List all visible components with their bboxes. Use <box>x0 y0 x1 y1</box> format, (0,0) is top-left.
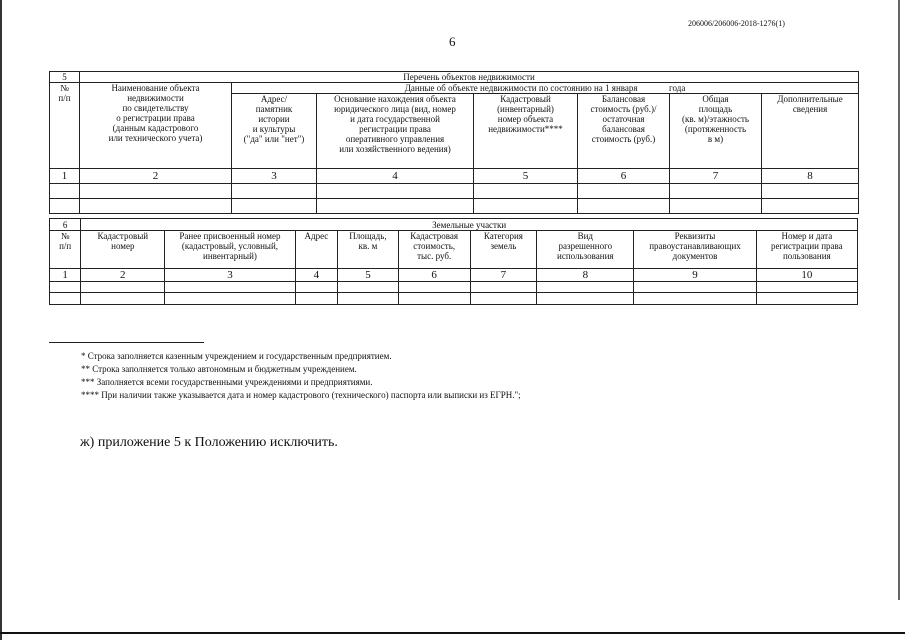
col-number: 8 <box>762 169 859 184</box>
scan-right-edge <box>898 0 900 600</box>
col-number: 1 <box>50 169 80 184</box>
section-number: 6 <box>50 219 81 231</box>
table-row <box>50 282 858 293</box>
header-cadastral-cost: Кадастровая стоимость, тыс. руб. <box>398 231 470 269</box>
header-registration: Номер и дата регистрации права пользования <box>756 231 857 269</box>
header-no: № п/п <box>50 231 81 269</box>
col-number: 8 <box>537 269 634 282</box>
header-address: Адрес/ памятник истории и культуры ("да" или "нет") <box>232 94 317 169</box>
col-number: 5 <box>474 169 578 184</box>
col-number: 6 <box>578 169 670 184</box>
document-id: 206006/206006-2018-1276(1) <box>688 19 785 28</box>
col-number: 7 <box>470 269 537 282</box>
scan-left-edge <box>0 0 2 640</box>
main-paragraph: ж) приложение 5 к Положению исключить. <box>80 435 338 450</box>
col-number: 3 <box>165 269 295 282</box>
header-land-category: Категория земель <box>470 231 537 269</box>
header-documents: Реквизиты правоустанавливающих документов <box>634 231 756 269</box>
land-plots-table <box>49 218 858 305</box>
scan-bottom-edge <box>0 632 905 634</box>
header-area: Общая площадь (кв. м)/этажность (протяженность в м) <box>670 94 762 169</box>
table-row <box>50 293 858 305</box>
header-previous-number: Ранее присвоенный номер (кадастровый, условный, инвентарный) <box>165 231 295 269</box>
col-number: 5 <box>338 269 399 282</box>
header-additional: Дополнительные сведения <box>762 94 859 169</box>
header-area: Площадь, кв. м <box>338 231 399 269</box>
col-number: 4 <box>317 169 474 184</box>
header-cadastral-number: Кадастровый номер <box>81 231 165 269</box>
page-number: 6 <box>449 34 456 49</box>
col-number: 6 <box>398 269 470 282</box>
col-number: 3 <box>232 169 317 184</box>
header-cadastral: Кадастровый (инвентарный) номер объекта недвижимости**** <box>474 94 578 169</box>
header-balance-cost: Балансовая стоимость (руб.)/ остаточная балансовая стоимость (руб.) <box>578 94 670 169</box>
table-title: Перечень объектов недвижимости <box>80 72 859 83</box>
header-permitted-use: Вид разрешенного использования <box>537 231 634 269</box>
col-number: 4 <box>295 269 337 282</box>
section-number: 5 <box>50 72 80 83</box>
col-number: 7 <box>670 169 762 184</box>
header-address: Адрес <box>295 231 337 269</box>
table-row <box>50 199 859 214</box>
header-basis: Основание нахождения объекта юридического лица (вид, номер и дата государственной регистрации права оперативного управления или хозяйственного ведения) <box>317 94 474 169</box>
header-no: № п/п <box>50 83 80 169</box>
table-row <box>50 184 859 199</box>
col-number: 1 <box>50 269 81 282</box>
real-estate-table <box>49 71 859 214</box>
footnote-divider <box>49 342 204 343</box>
header-object-name: Наименование объекта недвижимости по свидетельству о регистрации права (данным кадастрового или технического учета) <box>80 83 232 169</box>
footnote-4: **** При наличии также указывается дата и номер кадастрового (технического) паспорта или выписки из ЕГРН."; <box>81 390 521 400</box>
col-number: 2 <box>81 269 165 282</box>
footnote-1: * Строка заполняется казенным учреждением и государственным предприятием. <box>81 351 392 361</box>
col-number: 10 <box>756 269 857 282</box>
footnote-3: *** Заполняется всеми государственными учреждениями и предприятиями. <box>81 377 373 387</box>
table-title: Земельные участки <box>81 219 858 231</box>
col-number: 2 <box>80 169 232 184</box>
footnote-2: ** Строка заполняется только автономным и бюджетным учреждением. <box>81 364 357 374</box>
header-group: Данные об объекте недвижимости по состоянию на 1 января года <box>232 83 859 94</box>
col-number: 9 <box>634 269 756 282</box>
